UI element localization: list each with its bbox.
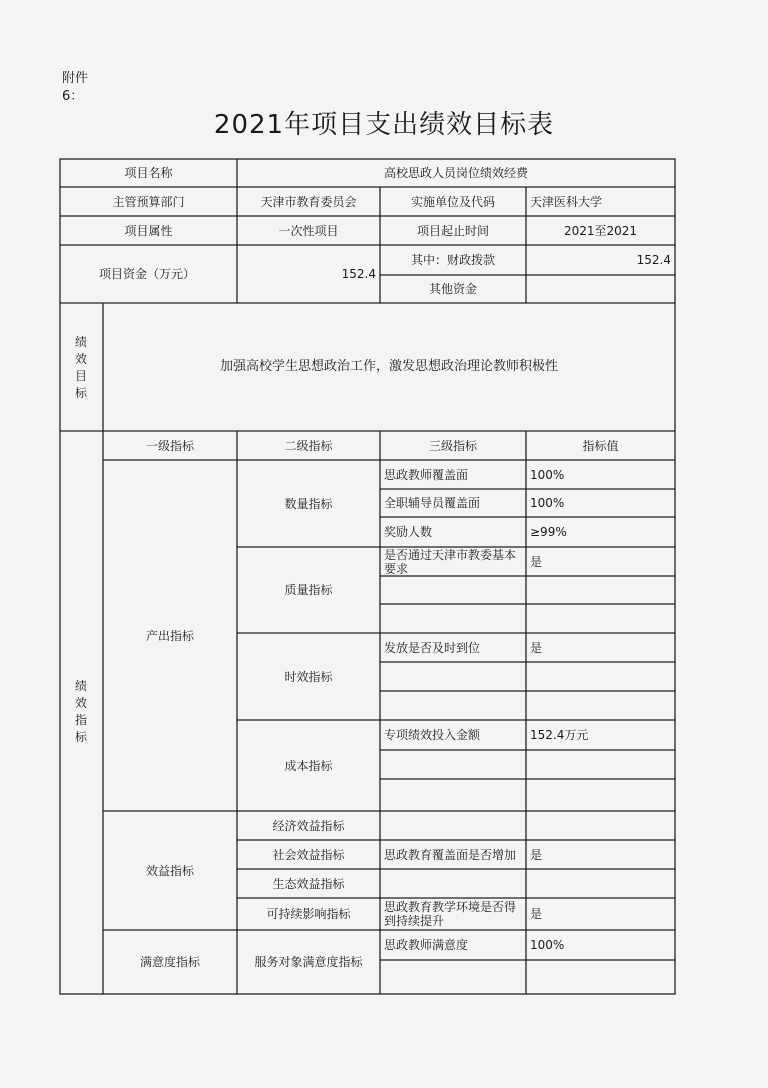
period-label: 项目起止时间 [416,223,489,238]
value-cell [526,869,675,898]
value-cell [526,811,675,840]
level3-cell: 发放是否及时到位 [384,640,481,655]
level3-cell [380,779,526,811]
value-cell: 是 [530,640,543,655]
indicators-label: 绩效指标 [74,679,87,744]
level2-sustainable: 可持续影响指标 [266,907,351,921]
value-cell [526,576,675,604]
level2-cost: 成本指标 [284,758,333,773]
level3-cell [380,750,526,779]
fund-total: 152.4 [341,267,376,281]
unit-value: 天津医科大学 [530,194,603,209]
value-cell: 是 [530,847,543,862]
attr-label: 项目属性 [124,223,173,238]
level3-cell: 奖励人数 [384,525,433,539]
period-value: 2021至2021 [563,223,638,238]
unit-label: 实施单位及代码 [410,194,495,209]
level1-benefit: 效益指标 [145,863,194,878]
attr-value: 一次性项目 [278,223,339,238]
value-cell [526,960,675,994]
level2-social: 社会效益指标 [272,847,345,862]
level2-service-satisfaction: 服务对象满意度指标 [254,955,363,969]
goal-text: 加强高校学生思想政治工作，激发思想政治理论教师积极性 [219,359,558,374]
level3-cell [380,811,526,840]
level3-cell [380,691,526,720]
page-title: 2021年项目支出绩效目标表 [213,110,555,140]
value-cell: 100% [530,467,565,482]
level1-output: 产出指标 [145,628,194,643]
value-cell: 152.4万元 [530,728,589,742]
level3-cell: 思政教师满意度 [384,938,469,952]
level3-cell [380,960,526,994]
level3-cell [380,576,526,604]
level3-cell [380,662,526,691]
level3-cell: 专项绩效投入金额 [384,728,481,742]
project-name-value: 高校思政人员岗位绩效经费 [383,166,528,180]
level3-cell: 思政教育覆盖面是否增加 [384,847,517,862]
level3-cell [380,869,526,898]
level3-cell: 全职辅导员覆盖面 [384,496,481,510]
level3-cell: 是否通过天津市教委基本要求 [384,547,517,576]
level2-economic: 经济效益指标 [272,818,345,833]
value-cell [526,750,675,779]
attachment-label: 附件6： [62,71,89,104]
value-cell: 100% [530,938,565,952]
fiscal-label: 其中：财政拨款 [410,253,495,267]
header-level3: 三级指标 [428,438,477,453]
header-level1: 一级指标 [145,438,194,453]
project-name-label: 项目名称 [124,166,173,180]
dept-value: 天津市教育委员会 [260,194,357,209]
goal-label: 绩效目标 [74,335,87,400]
level2-quantity: 数量指标 [284,496,333,511]
level2-timeliness: 时效指标 [284,669,333,684]
value-cell: 是 [530,907,543,921]
other-value [526,275,675,303]
level3-cell [380,604,526,633]
level3-cell: 思政教师覆盖面 [384,467,469,482]
header-value: 指标值 [582,438,619,453]
level3-cell: 思政教育教学环境是否得到持续提升 [384,900,517,928]
value-cell [526,662,675,691]
value-cell [526,779,675,811]
dept-label: 主管预算部门 [112,194,185,209]
value-cell [526,691,675,720]
level2-quality: 质量指标 [284,583,333,597]
other-label: 其他资金 [428,282,477,296]
fiscal-value: 152.4 [636,253,671,267]
value-cell: 是 [530,554,543,569]
value-cell [526,604,675,633]
value-cell: ≥99% [530,525,567,539]
value-cell: 100% [530,496,565,510]
level1-satisfaction: 满意度指标 [139,955,200,969]
level2-ecological: 生态效益指标 [272,876,345,891]
header-level2: 二级指标 [284,438,333,453]
fund-label: 项目资金（万元） [98,267,195,281]
